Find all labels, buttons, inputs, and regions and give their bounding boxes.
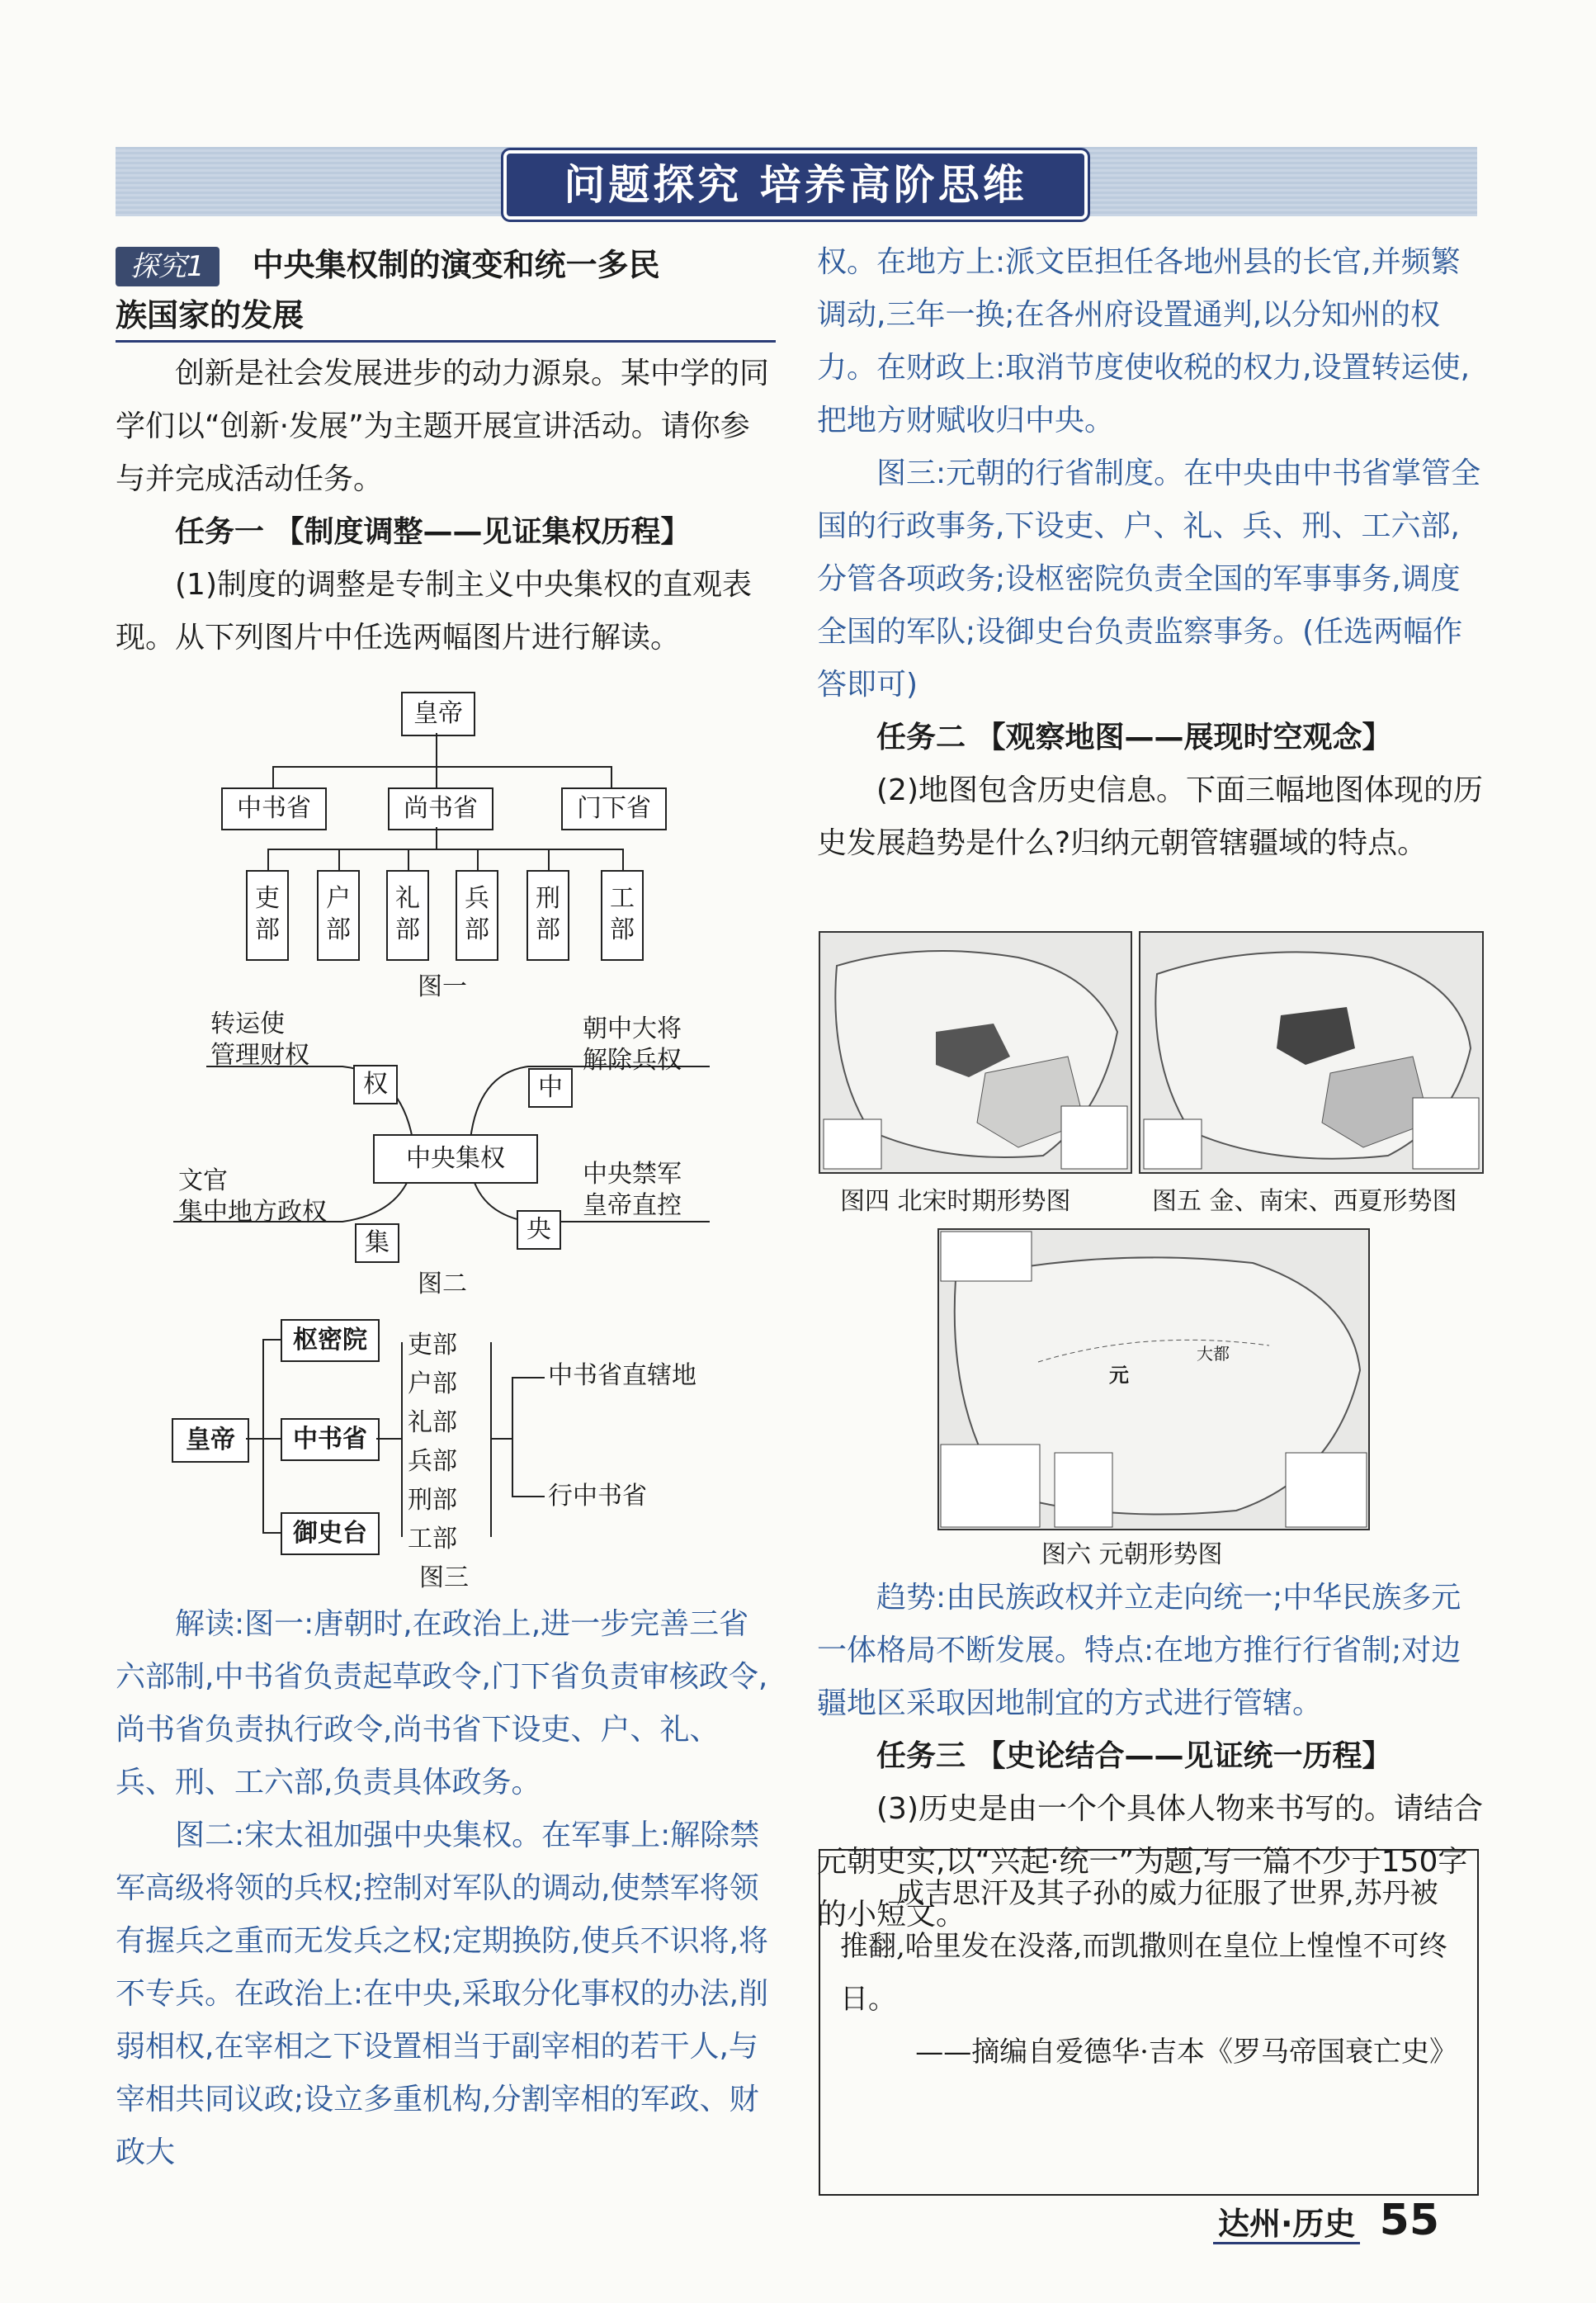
fig2-box-2: 中 bbox=[528, 1068, 573, 1108]
fig2-label-1: 转运使 管理财权 bbox=[210, 1010, 309, 1070]
fig1-ministry: 刑 部 bbox=[526, 870, 569, 961]
fig1-province-3: 门下省 bbox=[561, 787, 667, 830]
quote-source: ——摘编自爱德华·吉本《罗马帝国衰亡史》 bbox=[915, 2036, 1457, 2069]
page-footer bbox=[1213, 2196, 1485, 2245]
intro-text: 创新是社会发展进步的动力源泉。某中学的同学们以“创新·发展”为主题开展宣讲活动。请你参与并完成活动任务。 bbox=[116, 357, 770, 496]
fig1-ministry: 兵 部 bbox=[456, 870, 498, 961]
fig3-region-1: 中书省直辖地 bbox=[548, 1361, 696, 1390]
fig3-office-2: 中书省 bbox=[281, 1418, 380, 1461]
fig3-office-3: 御史台 bbox=[281, 1512, 380, 1555]
map6-city: 大都 bbox=[1197, 1344, 1230, 1364]
task3-question: (3)历史是由一个个具体人物来书写的。请结合元朝史实,以“兴起·统一”为题,写一篇不少于150字的小短文。 bbox=[817, 1792, 1483, 1932]
answer1-para-1: 解读:图一:唐朝时,在政治上,进一步完善三省六部制,中书省负责起草政令,门下省负责审核政令,尚书省负责执行政令,尚书省下设吏、户、礼、兵、刑、工六部,负责具体政务。 bbox=[116, 1607, 768, 1799]
fig1-province-2: 尚书省 bbox=[388, 787, 493, 830]
task1-question: (1)制度的调整是专制主义中央集权的直观表现。从下列图片中任选两幅图片进行解读。 bbox=[116, 568, 752, 655]
fig1-ministry: 工 部 bbox=[601, 870, 644, 961]
map6-label: 元 bbox=[1109, 1364, 1129, 1387]
fig3-caption: 图三 bbox=[419, 1563, 469, 1592]
fig2-box-3: 集 bbox=[355, 1223, 399, 1263]
fig3-region-2: 行中书省 bbox=[548, 1482, 647, 1511]
section-heading bbox=[116, 241, 776, 291]
quote-box bbox=[819, 1849, 1479, 2196]
answer1-cont-2: 图三:元朝的行省制度。在中央由中书省掌管全国的行政事务,下设吏、户、礼、兵、刑、工六部,分管各项政务;设枢密院负责全国的军事事务,调度全国的军队;设御史台负责监察事务。(任选两幅作答即可) bbox=[817, 456, 1481, 702]
fig2-label-2: 朝中大将 解除兵权 bbox=[583, 1014, 682, 1075]
fig1-ministry: 吏 部 bbox=[246, 870, 289, 961]
fig1-province-1: 中书省 bbox=[221, 787, 327, 830]
map-northern-song bbox=[819, 931, 1132, 1174]
section-title-1: 中央集权制的演变和统一多民 bbox=[252, 247, 660, 283]
fig3-office-1: 枢密院 bbox=[281, 1319, 380, 1362]
fig1-ministry: 礼 部 bbox=[386, 870, 429, 961]
map-jin-song-xixia bbox=[1139, 931, 1484, 1174]
fig2-caption: 图二 bbox=[418, 1270, 467, 1298]
fig1-emperor: 皇帝 bbox=[401, 692, 475, 736]
right-column bbox=[817, 236, 1485, 870]
task2-heading: 任务二 【观察地图——展现时空观念】 bbox=[876, 721, 1392, 754]
map6-caption: 图六 元朝形势图 bbox=[1041, 1540, 1223, 1569]
banner-title: 问题探究 培养高阶思维 bbox=[503, 150, 1088, 220]
fig1-caption: 图一 bbox=[418, 972, 467, 1001]
fig3-emperor: 皇帝 bbox=[172, 1418, 249, 1463]
task1-heading: 任务一 【制度调整——见证集权历程】 bbox=[175, 515, 691, 549]
answer1-para-2: 图二:宋太祖加强中央集权。在军事上:解除禁军高级将领的兵权;控制对军队的调动,使禁军将领有握兵之重而无发兵之权;定期换防,使兵不识将,将不专兵。在政治上:在中央,采取分化事权的办法,削弱相权,在宰相之下设置相当于副宰相的若干人,与宰相共同议政;设立多重机构,分割宰相的军政、财政大 bbox=[116, 1818, 769, 2169]
map5-caption: 图五 金、南宋、西夏形势图 bbox=[1152, 1187, 1457, 1216]
answer1-cont-1: 权。在地方上:派文臣担任各地州县的长官,并频繁调动,三年一换;在各州府设置通判,以分知州的权力。在财政上:取消节度使收税的权力,设置转运使,把地方财赋收归中央。 bbox=[817, 245, 1471, 437]
section-badge: 探究1 bbox=[116, 247, 220, 286]
fig1-ministry: 户 部 bbox=[317, 870, 360, 961]
fig2-box-4: 央 bbox=[517, 1210, 561, 1250]
left-column bbox=[116, 236, 776, 664]
fig2-label-3: 文官 集中地方政权 bbox=[178, 1166, 327, 1227]
fig3-ministries: 吏部 户部 礼部 兵部 刑部 工部 bbox=[408, 1331, 457, 1553]
page-number: 55 bbox=[1379, 2196, 1440, 2245]
footer-region: 达州·历史 bbox=[1213, 2206, 1360, 2244]
quote-text: 成吉思汗及其子孙的威力征服了世界,苏丹被推翻,哈里发在没落,而凯撒则在皇位上惶惶不可终日。 bbox=[840, 1877, 1447, 2016]
fig2-label-4: 中央禁军 皇帝直控 bbox=[583, 1160, 682, 1220]
answer2-text: 趋势:由民族政权并立走向统一;中华民族多元一体格局不断发展。特点:在地方推行行省制;对边疆地区采取因地制宜的方式进行管辖。 bbox=[817, 1581, 1461, 1720]
map4-caption: 图四 北宋时期形势图 bbox=[840, 1187, 1071, 1216]
fig2-center: 中央集权 bbox=[373, 1134, 538, 1184]
fig2-box-1: 权 bbox=[353, 1065, 398, 1104]
map-yuan bbox=[937, 1228, 1370, 1530]
task2-question: (2)地图包含历史信息。下面三幅地图体现的历史发展趋势是什么?归纳元朝管辖疆域的特点。 bbox=[817, 773, 1483, 860]
answer1-block bbox=[116, 1598, 776, 2179]
section-title-2: 族国家的发展 bbox=[116, 291, 776, 343]
task3-heading: 任务三 【史论结合——见证统一历程】 bbox=[876, 1739, 1392, 1773]
